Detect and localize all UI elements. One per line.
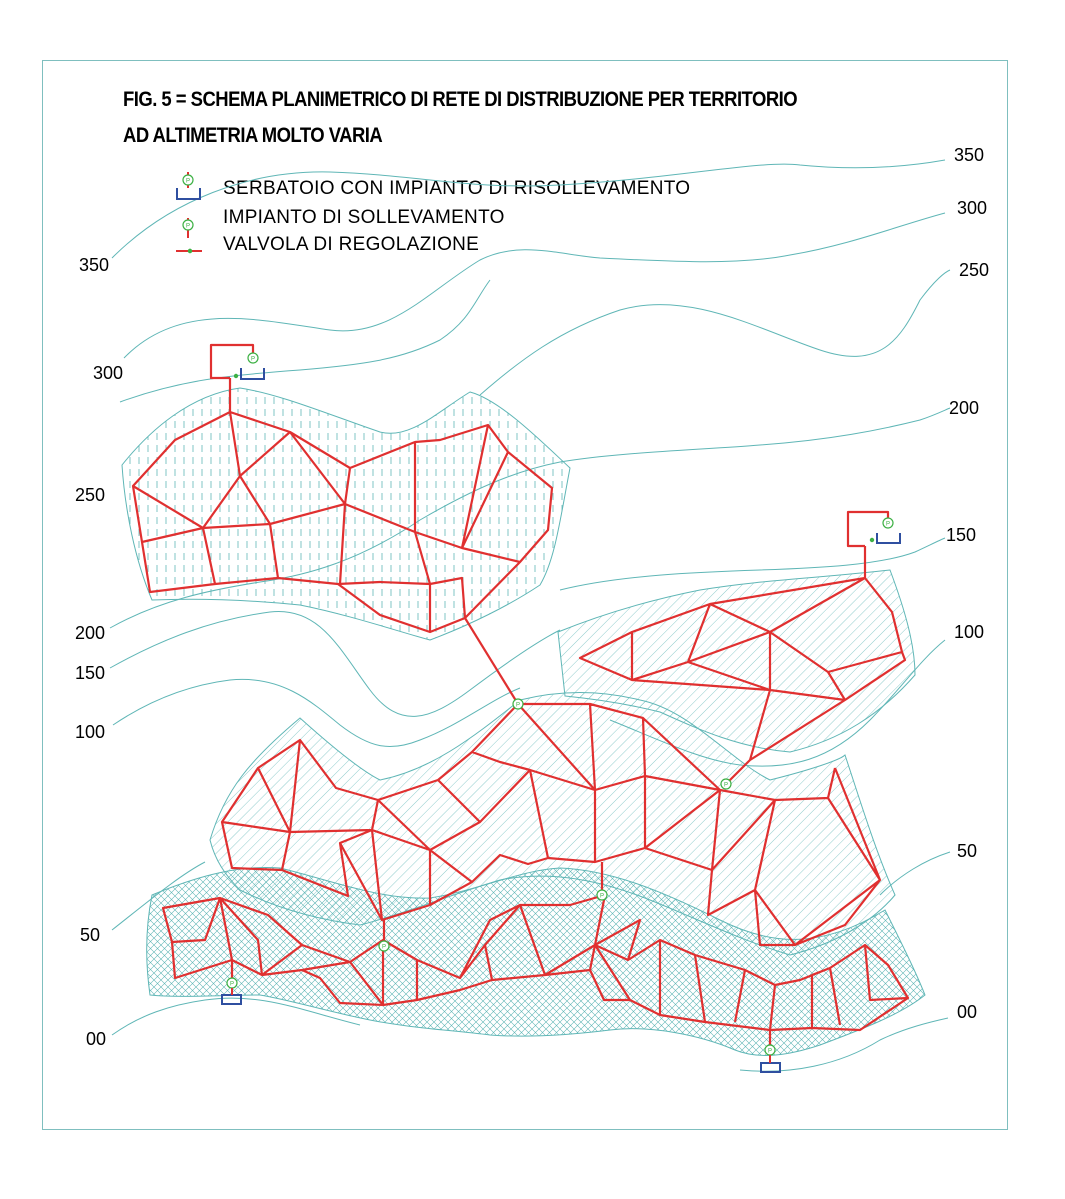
contour-label-50-right: 50 — [957, 841, 978, 861]
contour-label-200-right: 200 — [949, 398, 980, 418]
contour-250b — [480, 270, 950, 395]
contour-label-50-left: 50 — [80, 925, 101, 945]
svg-text:P: P — [185, 223, 191, 230]
contour-label-100-left: 100 — [75, 722, 106, 742]
figure-title: FIG. 5 = SCHEMA PLANIMETRICO DI RETE DI DISTRIBUZIONE PER TERRITORIO — [123, 88, 798, 111]
tank-loop-right — [848, 512, 891, 546]
pump-icon — [597, 890, 607, 900]
contour-label-200-left: 200 — [75, 623, 106, 643]
svg-text:P: P — [599, 893, 605, 900]
valve-icon — [234, 374, 238, 378]
tank-icon — [877, 533, 900, 543]
contour-300 — [124, 213, 945, 358]
contour-label-250-left: 250 — [75, 485, 106, 505]
pump-icon — [765, 1045, 775, 1055]
legend-tank-with-pump-icon — [177, 172, 200, 199]
contour-label-350-right: 350 — [954, 145, 985, 165]
contour-label-300-left: 300 — [93, 363, 124, 383]
legend-label-tank: SERBATOIO CON IMPIANTO DI RISOLLEVAMENTO — [223, 178, 691, 199]
pump-icon — [721, 779, 731, 789]
legend-label-pump: IMPIANTO DI SOLLEVAMENTO — [223, 207, 505, 228]
legend-valve-icon — [176, 249, 202, 253]
zone-upper — [122, 388, 570, 640]
svg-text:P: P — [885, 521, 891, 528]
legend-symbols — [176, 172, 202, 253]
pump-icon — [248, 353, 258, 363]
figure-subtitle: AD ALTIMETRIA MOLTO VARIA — [123, 124, 383, 147]
svg-text:P: P — [723, 782, 729, 789]
legend-pump-icon — [183, 218, 193, 238]
contour-350 — [112, 160, 945, 258]
contour-label-350-left: 350 — [79, 255, 110, 275]
svg-text:P: P — [229, 981, 235, 988]
pump-icon — [883, 518, 893, 528]
svg-text:P: P — [381, 944, 387, 951]
svg-text:P: P — [185, 178, 191, 185]
legend-label-valve: VALVOLA DI REGOLAZIONE — [223, 234, 480, 255]
contour-label-300-right: 300 — [957, 198, 988, 218]
tank-loop-upper — [211, 345, 256, 378]
contour-label-250-right: 250 — [959, 260, 990, 280]
pump-icon — [227, 978, 237, 988]
svg-text:P: P — [515, 702, 521, 709]
svg-text:P: P — [250, 356, 256, 363]
contour-label-100-right: 100 — [954, 622, 985, 642]
contour-label-150-right: 150 — [946, 525, 977, 545]
pump-icon — [379, 941, 389, 951]
contour-label-00-right: 00 — [957, 1002, 978, 1022]
valve-icon — [870, 538, 874, 542]
tank-icon — [222, 995, 241, 1004]
contour-label-150-left: 150 — [75, 663, 106, 683]
pump-icon — [513, 699, 523, 709]
contour-250 — [120, 280, 490, 402]
contour-label-00-left: 00 — [86, 1029, 107, 1049]
svg-text:P: P — [767, 1048, 773, 1055]
